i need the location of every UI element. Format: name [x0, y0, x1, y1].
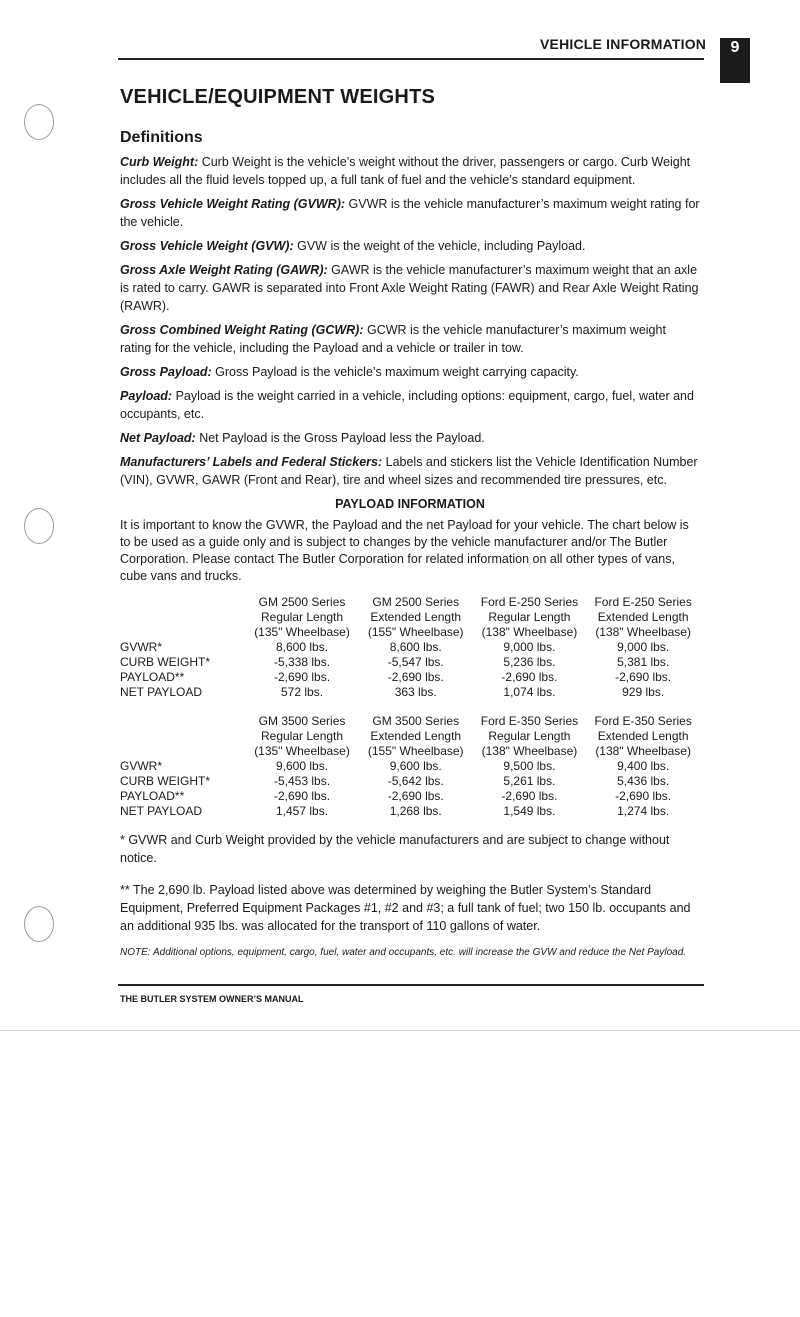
column-header: (155" Wheelbase)	[367, 625, 464, 639]
table-row	[120, 774, 700, 789]
table-row	[120, 789, 700, 804]
table-cell: 8,600 lbs.	[389, 640, 442, 654]
table-cell: 929 lbs.	[622, 685, 665, 699]
table-row	[120, 759, 700, 774]
definition-term: Payload:	[120, 389, 173, 403]
note: NOTE: Additional options, equipment, cargo, fuel, water and occupants, etc. will increase the GVW and reduce the Net Payload.	[120, 947, 687, 958]
row-label: PAYLOAD**	[120, 670, 185, 684]
definition-text: Labels and stickers list the Vehicle Identification Number (VIN), GVWR, GAWR (Front and Rear), tire and wheel sizes and recommended tire pressures, etc.	[120, 455, 698, 487]
footer-text: THE BUTLER SYSTEM OWNER’S MANUAL	[120, 994, 304, 1004]
table-row	[120, 655, 700, 670]
row-label: GVWR*	[120, 640, 162, 654]
header-rule	[118, 58, 704, 60]
definition-term: Gross Payload:	[120, 365, 212, 379]
table-cell: 9,500 lbs.	[503, 759, 556, 773]
table-cell: 1,549 lbs.	[503, 804, 556, 818]
table-header-row	[120, 625, 700, 640]
definitions-list	[120, 153, 700, 489]
definition	[120, 363, 700, 381]
column-header: Regular Length	[260, 729, 344, 743]
definition-text: Net Payload is the Gross Payload less the Payload.	[195, 431, 485, 445]
definition	[120, 429, 700, 447]
column-header: GM 3500 Series	[258, 714, 346, 728]
row-label: GVWR*	[120, 759, 162, 773]
column-header: Regular Length	[260, 610, 344, 624]
definition	[120, 387, 700, 423]
column-header: Extended Length	[597, 610, 689, 624]
definition	[120, 261, 700, 315]
table-cell: -5,338 lbs.	[274, 655, 331, 669]
column-header: GM 2500 Series	[372, 595, 460, 609]
column-header: Regular Length	[488, 610, 571, 624]
table-cell: 572 lbs.	[281, 685, 324, 699]
column-header: (155" Wheelbase)	[367, 744, 464, 758]
table-row	[120, 670, 700, 685]
table-cell: -5,453 lbs.	[274, 774, 331, 788]
table-cell: 8,600 lbs.	[276, 640, 329, 654]
table-cell: -5,547 lbs.	[387, 655, 444, 669]
column-header: (135" Wheelbase)	[254, 625, 350, 639]
table-cell: 9,600 lbs.	[389, 759, 442, 773]
column-header: Extended Length	[370, 729, 462, 743]
table-cell: -2,690 lbs.	[387, 789, 444, 803]
table-cell: 9,400 lbs.	[617, 759, 670, 773]
row-label: NET PAYLOAD	[120, 685, 203, 699]
column-header: Regular Length	[488, 729, 571, 743]
page-title: VEHICLE/EQUIPMENT WEIGHTS	[120, 86, 436, 108]
payload-heading: PAYLOAD INFORMATION	[335, 497, 485, 511]
table-cell: 1,074 lbs.	[503, 685, 556, 699]
definition	[120, 153, 700, 189]
table-cell: -2,690 lbs.	[501, 670, 558, 684]
section-title: VEHICLE INFORMATION	[540, 36, 707, 52]
table-cell: 1,268 lbs.	[389, 804, 442, 818]
page-content	[120, 86, 700, 960]
table-cell: -5,642 lbs.	[387, 774, 444, 788]
table-cell: 363 lbs.	[394, 685, 437, 699]
table-cell: 5,236 lbs.	[503, 655, 556, 669]
table-cell: 5,381 lbs.	[617, 655, 670, 669]
weight-tables	[120, 595, 700, 819]
column-header: (138" Wheelbase)	[595, 625, 691, 639]
table-cell: 5,261 lbs.	[503, 774, 556, 788]
table-row	[120, 640, 700, 655]
binder-hole	[24, 508, 54, 544]
table-cell: -2,690 lbs.	[387, 670, 444, 684]
table-header-row	[120, 729, 700, 744]
column-header: Ford E-350 Series	[480, 714, 579, 728]
footer-rule	[118, 984, 704, 986]
row-label: CURB WEIGHT*	[120, 655, 210, 669]
column-header: Ford E-250 Series	[594, 595, 692, 609]
column-header: (138" Wheelbase)	[595, 744, 691, 758]
definition	[120, 237, 700, 255]
payload-intro: It is important to know the GVWR, the Payload and the net Payload for your vehicle. The chart below is to be used as a guide only and is subject to changes by the vehicle manufacturer and/or The Butler Corporation. Please contact The Butler Corporation for related information on all other types of vans, cube vans and trucks.	[120, 518, 689, 583]
column-header: Ford E-350 Series	[594, 714, 692, 728]
definition-term: Gross Axle Weight Rating (GAWR):	[120, 263, 328, 277]
binder-hole	[24, 906, 54, 942]
definition-term: Manufacturers’ Labels and Federal Stickers:	[120, 455, 383, 469]
row-label: NET PAYLOAD	[120, 804, 203, 818]
column-header: GM 3500 Series	[372, 714, 460, 728]
fold-line	[0, 1030, 800, 1031]
table-cell: -2,690 lbs.	[615, 670, 672, 684]
definition-term: Gross Vehicle Weight Rating (GVWR):	[120, 197, 346, 211]
definition-text: GVWR is the vehicle manufacturer’s maximum weight rating for the vehicle.	[120, 197, 700, 229]
definition-text: Curb Weight is the vehicle’s weight without the driver, passengers or cargo. Curb Weight includes all the fluid levels topped up, a full tank of fuel and the vehicle’s standard equipment.	[120, 155, 691, 187]
definition	[120, 321, 700, 357]
definition-term: Gross Vehicle Weight (GVW):	[120, 239, 294, 253]
table-header-row	[120, 610, 700, 625]
definition-term: Gross Combined Weight Rating (GCWR):	[120, 323, 364, 337]
table-cell: 1,457 lbs.	[276, 804, 329, 818]
table-cell: -2,690 lbs.	[274, 670, 331, 684]
table-cell: 5,436 lbs.	[617, 774, 670, 788]
definition-text: GAWR is the vehicle manufacturer’s maximum weight that an axle is rated to carry. GAWR is separated into Front Axle Weight Rating (FAWR) and Rear Axle Weight Rating (RAWR).	[120, 263, 699, 313]
footnote-2: ** The 2,690 lb. Payload listed above was determined by weighing the Butler System’s Standard Equipment, Preferred Equipment Packages #1, #2 and #3; a full tank of fuel; two 150 lb. occupants and an additional 935 lbs. was allocated for the transport of 110 gallons of water.	[120, 883, 691, 933]
table-cell: -2,690 lbs.	[501, 789, 558, 803]
column-header: Extended Length	[370, 610, 462, 624]
table-cell: -2,690 lbs.	[615, 789, 672, 803]
weight-table	[120, 714, 700, 819]
weight-table	[120, 595, 700, 700]
table-cell: 1,274 lbs.	[617, 804, 670, 818]
table-cell: -2,690 lbs.	[274, 789, 331, 803]
column-header: (135" Wheelbase)	[254, 744, 350, 758]
table-header-row	[120, 744, 700, 759]
column-header: GM 2500 Series	[258, 595, 346, 609]
binder-hole	[24, 104, 54, 140]
column-header: Extended Length	[597, 729, 689, 743]
row-label: CURB WEIGHT*	[120, 774, 210, 788]
definition-term: Net Payload:	[120, 431, 196, 445]
table-header-row	[120, 714, 700, 729]
definition	[120, 195, 700, 231]
table-cell: 9,600 lbs.	[276, 759, 329, 773]
footnote-1: * GVWR and Curb Weight provided by the vehicle manufacturers and are subject to change without notice.	[120, 833, 670, 865]
table-cell: 9,000 lbs.	[617, 640, 670, 654]
column-header: (138" Wheelbase)	[481, 625, 578, 639]
column-header: (138" Wheelbase)	[481, 744, 578, 758]
column-header: Ford E-250 Series	[480, 595, 579, 609]
definitions-heading: Definitions	[120, 129, 203, 146]
table-cell: 9,000 lbs.	[503, 640, 556, 654]
definition-term: Curb Weight:	[120, 155, 199, 169]
definition-text: GVW is the weight of the vehicle, including Payload.	[293, 239, 586, 253]
definition-text: GCWR is the vehicle manufacturer’s maximum weight rating for the vehicle, including the Payload and a vehicle or trailer in tow.	[120, 323, 666, 355]
definition-text: Gross Payload is the vehicle’s maximum weight carrying capacity.	[211, 365, 579, 379]
table-row	[120, 804, 700, 819]
table-row	[120, 685, 700, 700]
definition	[120, 453, 700, 489]
page-number-tab: 9	[720, 38, 750, 83]
row-label: PAYLOAD**	[120, 789, 185, 803]
table-header-row	[120, 595, 700, 610]
definition-text: Payload is the weight carried in a vehicle, including options: equipment, cargo, fuel, water and occupants, etc.	[120, 389, 694, 421]
